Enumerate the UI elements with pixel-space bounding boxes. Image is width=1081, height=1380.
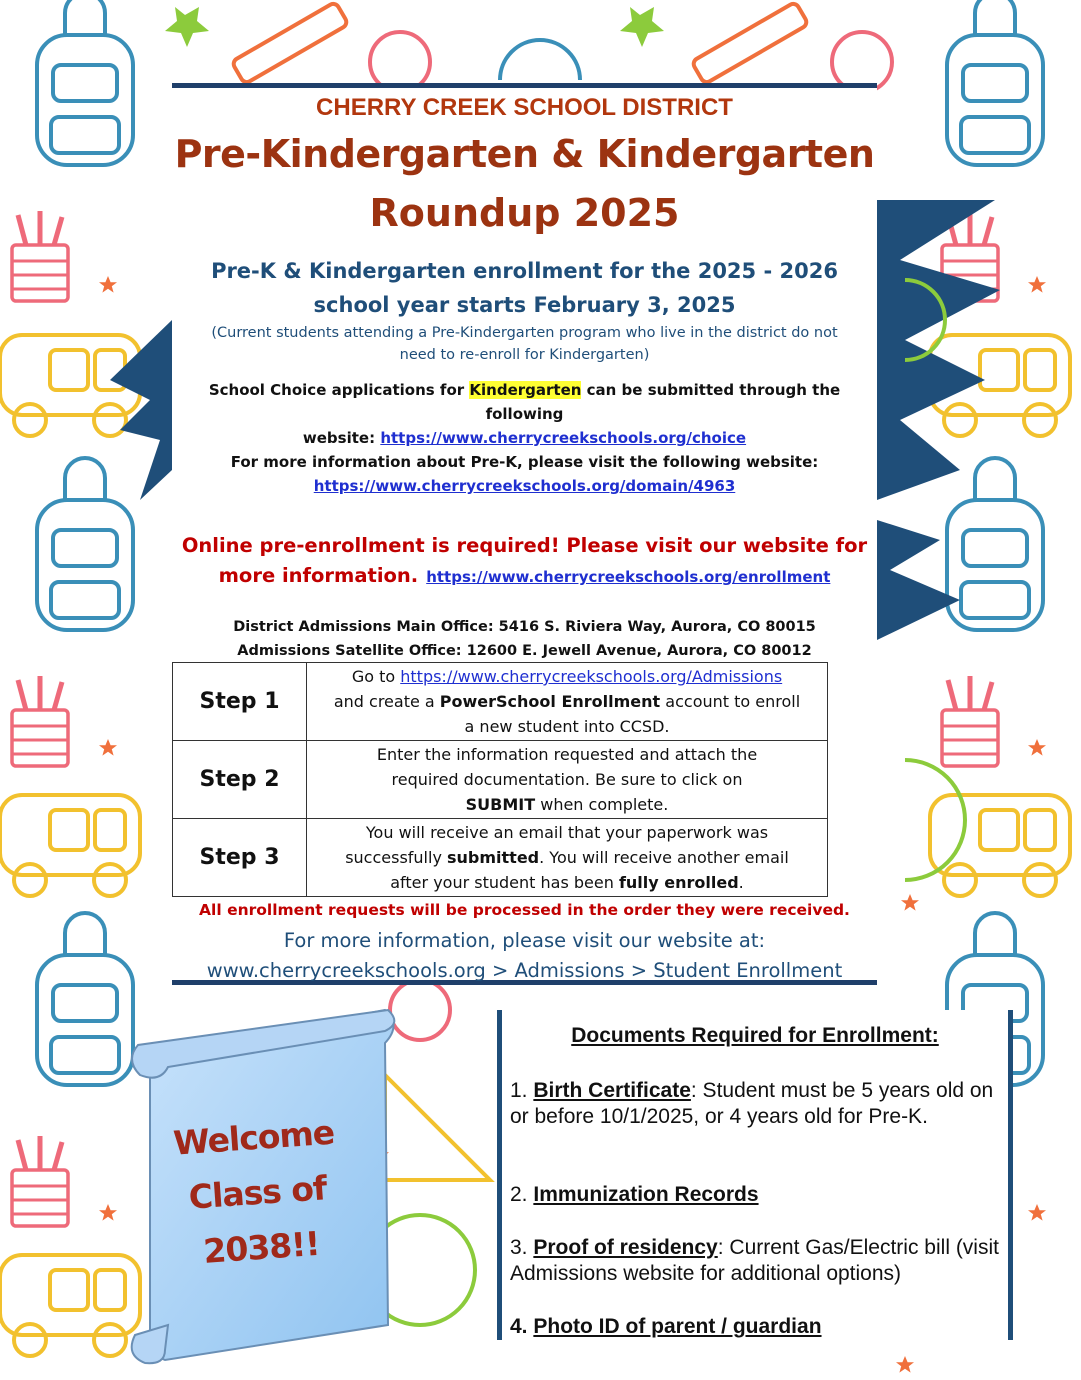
step2-text-a: Enter the information requested and attach the (376, 745, 758, 764)
welcome-line3: 2038!! (202, 1223, 321, 1271)
step-text (307, 741, 828, 819)
item3-number: 3. (510, 1236, 534, 1259)
table-row (173, 819, 828, 897)
enrollment-link[interactable]: https://www.cherrycreekschools.org/enrollment (426, 568, 831, 586)
choice-link[interactable]: https://www.cherrycreekschools.org/choice (380, 429, 747, 447)
step3-text-a: You will receive an email that your paperwork was (365, 823, 769, 842)
item3-label: Proof of residency (533, 1236, 718, 1259)
district-name: CHERRY CREEK SCHOOL DISTRICT (316, 94, 733, 121)
step3-text-c: . You will receive another email (539, 848, 789, 867)
enrollment-line1: Pre-K & Kindergarten enrollment for the 2025 - 2026 (211, 259, 838, 283)
step3-bold1: submitted (447, 848, 540, 867)
flyer-panel (172, 83, 877, 985)
step2-bold: SUBMIT (465, 795, 536, 814)
choice-highlight: Kindergarten (469, 381, 582, 399)
step1-text-d: a new student into CCSD. (464, 717, 670, 736)
step-label: Step 2 (173, 741, 307, 819)
online-line2: more information. (218, 564, 419, 587)
note-line2: need to re-enroll for Kindergarten) (399, 347, 650, 363)
choice-website-label: website: (302, 429, 381, 447)
enrollment-line2: school year starts February 3, 2025 (313, 293, 736, 317)
more-info-line1: For more information, please visit our website at: (283, 929, 766, 952)
welcome-class-banner (145, 1103, 371, 1283)
step1-text-c: account to enroll (660, 692, 801, 711)
step3-bold2: fully enrolled (618, 873, 739, 892)
satellite-office-address: Admissions Satellite Office: 12600 E. Jewell Avenue, Aurora, CO 80012 (237, 643, 812, 659)
documents-title: Documents Required for Enrollment: (571, 1024, 939, 1047)
flyer-title-line1: Pre-Kindergarten & Kindergarten (174, 132, 875, 176)
more-info-path: www.cherrycreekschools.org > Admissions > Student Enrollment (206, 959, 843, 982)
note-line1: (Current students attending a Pre-Kindergarten program who live in the district do not (211, 325, 838, 341)
welcome-line2: Class of (187, 1168, 328, 1217)
required-documents-box (497, 1010, 1013, 1340)
current-student-note (172, 322, 877, 366)
main-office-address: District Admissions Main Office: 5416 S. Riviera Way, Aurora, CO 80015 (233, 619, 816, 635)
step2-text-b: required documentation. Be sure to click on (391, 770, 743, 789)
item1-label: Birth Certificate (533, 1079, 691, 1102)
list-item (510, 1314, 1000, 1340)
more-info (172, 926, 877, 986)
school-choice-info (172, 378, 877, 450)
step-text (307, 663, 828, 741)
step1-text-a: Go to (351, 667, 401, 686)
online-preenrollment-notice (172, 531, 877, 592)
step2-text-c: when complete. (535, 795, 669, 814)
welcome-line1: Welcome (172, 1112, 336, 1163)
flyer-title-line2: Roundup 2025 (369, 191, 680, 235)
step1-bold: PowerSchool Enrollment (439, 692, 661, 711)
step3-text-d: after your student has been (390, 873, 619, 892)
item4-number: 4. (510, 1315, 534, 1338)
list-item (510, 1182, 1000, 1208)
enrollment-start-notice (172, 254, 877, 322)
step3-text-b: successfully (345, 848, 447, 867)
list-item (510, 1078, 1000, 1130)
prek-link[interactable]: https://www.cherrycreekschools.org/domain/4963 (313, 477, 736, 495)
prek-info (172, 450, 877, 498)
step1-text-b: and create a (333, 692, 440, 711)
list-item (510, 1235, 1000, 1287)
item2-number: 2. (510, 1183, 534, 1206)
choice-text-pre: School Choice applications for (208, 381, 470, 399)
step-text (307, 819, 828, 897)
admissions-link[interactable]: https://www.cherrycreekschools.org/Admissions (400, 667, 783, 686)
step-label: Step 3 (173, 819, 307, 897)
table-row (173, 741, 828, 819)
table-row (173, 663, 828, 741)
choice-text-post: can be submitted through the following (485, 381, 841, 423)
step3-text-e: . (738, 873, 744, 892)
item1-text: : Student must be 5 years old on or before 10/1/2025, or 4 years old for Pre-K. (510, 1079, 994, 1128)
item1-number: 1. (510, 1079, 534, 1102)
step-label: Step 1 (173, 663, 307, 741)
item3-text: : Current Gas/Electric bill (visit Admissions website for additional options) (510, 1236, 999, 1285)
processing-order-notice: All enrollment requests will be processed in the order they were received. (199, 901, 850, 919)
online-line1: Online pre-enrollment is required! Please visit our website for (181, 534, 868, 557)
office-addresses (172, 615, 877, 663)
item4-label: Photo ID of parent / guardian (533, 1315, 822, 1338)
item2-label: Immunization Records (533, 1183, 759, 1206)
prek-text: For more information about Pre-K, please visit the following website: (230, 453, 819, 471)
enrollment-steps-table (172, 662, 828, 897)
